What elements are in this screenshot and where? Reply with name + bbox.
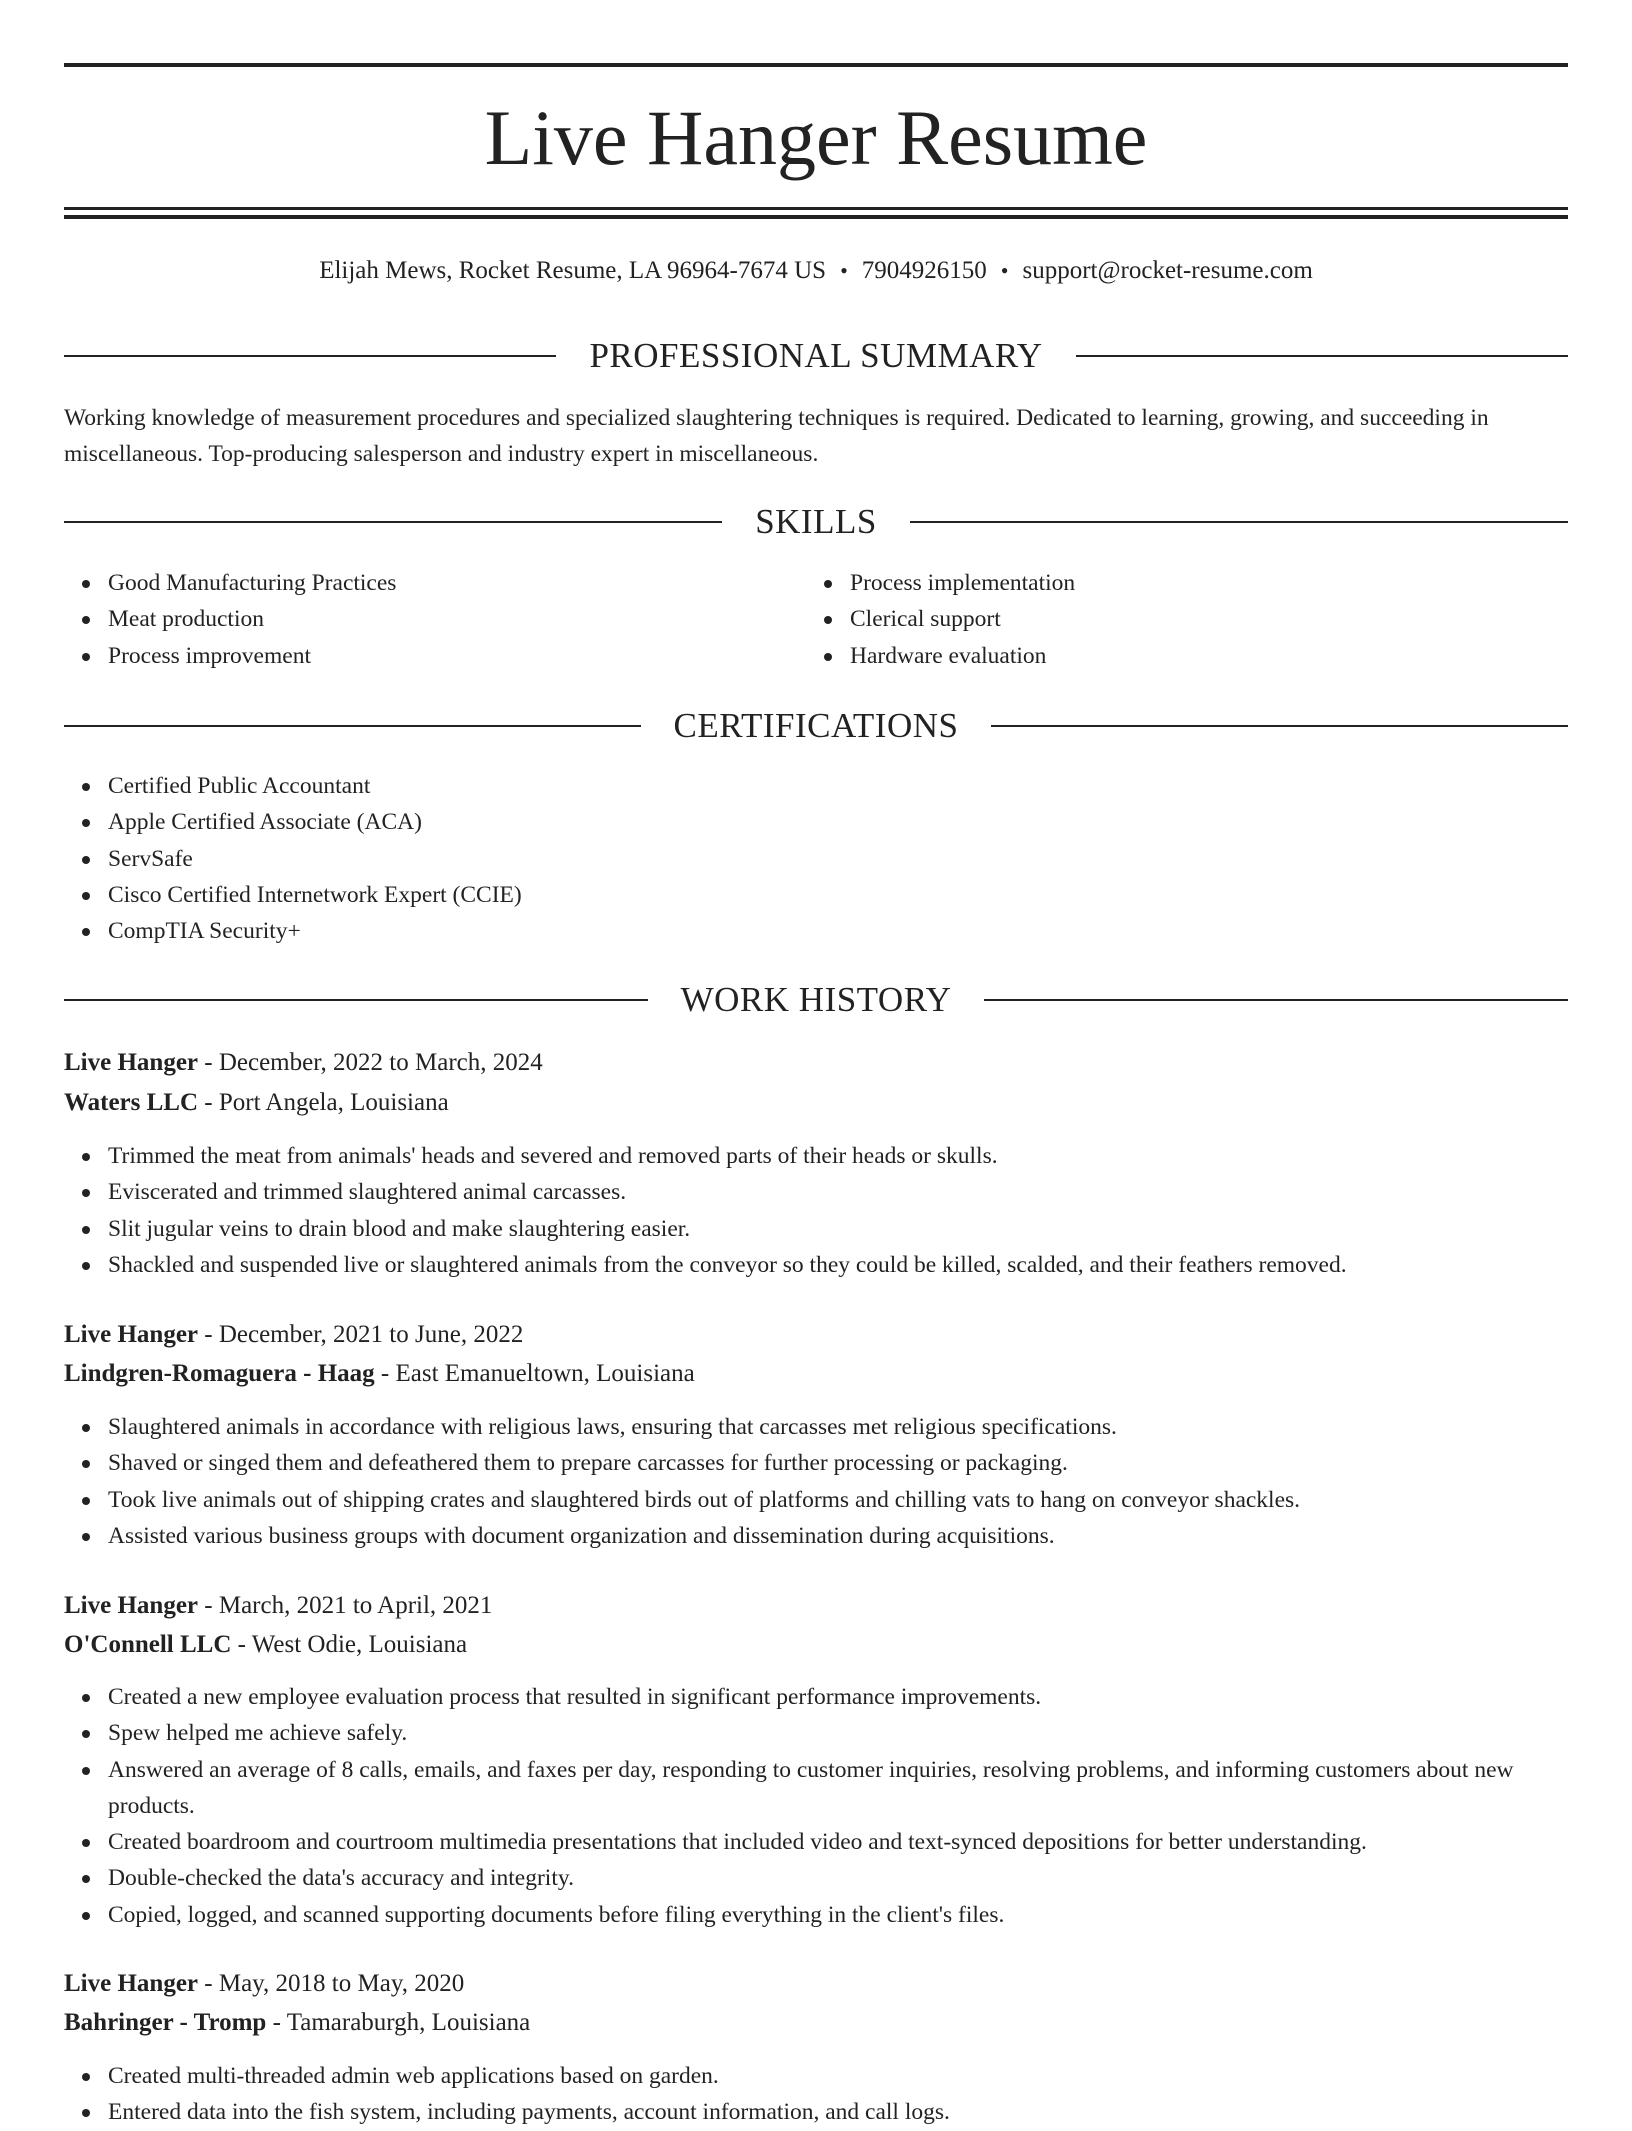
job-company: O'Connell LLC bbox=[64, 1631, 232, 1658]
heading-rule-right bbox=[910, 521, 1568, 523]
job-dash: - bbox=[231, 1631, 252, 1658]
title-rule-upper bbox=[64, 207, 1568, 210]
heading-rule-right bbox=[1076, 355, 1568, 357]
job-bullet: Spew helped me achieve safely. bbox=[108, 1715, 1568, 1751]
certification-item: Certified Public Accountant bbox=[108, 768, 1568, 804]
certifications-title: CERTIFICATIONS bbox=[673, 706, 959, 745]
job-role-line bbox=[64, 1966, 1568, 2002]
job-role: Live Hanger bbox=[64, 1592, 199, 1619]
job-bullets bbox=[64, 1138, 1568, 1283]
summary-title: PROFESSIONAL SUMMARY bbox=[589, 336, 1043, 375]
certification-item: CompTIA Security+ bbox=[108, 913, 1568, 949]
skill-item: Process implementation bbox=[850, 565, 1550, 601]
job-bullet: Created a new employee evaluation process that resulted in significant performance improvements. bbox=[108, 1679, 1568, 1715]
skill-item: Meat production bbox=[108, 601, 808, 637]
skill-item: Process improvement bbox=[108, 638, 808, 674]
job-role: Live Hanger bbox=[64, 1970, 199, 1997]
skills-title: SKILLS bbox=[755, 502, 877, 541]
heading-rule-right bbox=[991, 725, 1568, 727]
job-location: Tamaraburgh, Louisiana bbox=[286, 2009, 531, 2036]
resume-title: Live Hanger Resume bbox=[484, 94, 1148, 181]
job-bullet: Took live animals out of shipping crates and slaughtered birds out of platforms and chilling vats to hang on conveyor shackles. bbox=[108, 1482, 1568, 1518]
job-company-line bbox=[64, 1085, 1568, 1121]
job-role: Live Hanger bbox=[64, 1049, 199, 1076]
heading-rule-left bbox=[64, 725, 641, 727]
job-company-line bbox=[64, 1356, 1568, 1392]
job-bullet: Eviscerated and trimmed slaughtered animal carcasses. bbox=[108, 1174, 1568, 1210]
job-dates: December, 2022 to March, 2024 bbox=[218, 1049, 543, 1076]
work-title: WORK HISTORY bbox=[680, 980, 952, 1019]
contact-email: support@rocket-resume.com bbox=[1022, 257, 1313, 284]
job-company: Waters LLC bbox=[64, 1089, 199, 1116]
job-bullet: Assisted various business groups with document organization and dissemination during acquisitions. bbox=[108, 1518, 1568, 1554]
job-dash: - bbox=[198, 1970, 219, 1997]
job-bullet: Slaughtered animals in accordance with religious laws, ensuring that carcasses met religious specifications. bbox=[108, 1409, 1568, 1445]
skills-heading bbox=[64, 500, 1568, 544]
contact-separator: • bbox=[1000, 258, 1009, 283]
title-rule-lower bbox=[64, 215, 1568, 219]
job-bullet: Shaved or singed them and defeathered them to prepare carcasses for further processing or packaging. bbox=[108, 1445, 1568, 1481]
job-dash: - bbox=[198, 1089, 219, 1116]
job-bullets bbox=[64, 2058, 1568, 2131]
job-location: East Emanueltown, Louisiana bbox=[395, 1360, 695, 1387]
certifications-list bbox=[64, 768, 1568, 949]
heading-rule-left bbox=[64, 521, 722, 523]
job-dash: - bbox=[198, 1592, 219, 1619]
contact-phone: 7904926150 bbox=[861, 257, 987, 284]
contact-separator: • bbox=[840, 258, 848, 283]
contact-line bbox=[64, 254, 1568, 288]
job-dash: - bbox=[374, 1360, 396, 1387]
job-role-line bbox=[64, 1045, 1568, 1081]
job-dash: - bbox=[198, 1049, 219, 1076]
job-dates: December, 2021 to June, 2022 bbox=[218, 1321, 524, 1348]
summary-heading bbox=[64, 334, 1568, 378]
job-bullet: Answered an average of 8 calls, emails, and faxes per day, responding to customer inquiries, resolving problems, and informing customers about new products. bbox=[108, 1752, 1568, 1825]
skill-item: Hardware evaluation bbox=[850, 638, 1550, 674]
job-bullet: Created multi-threaded admin web applications based on garden. bbox=[108, 2058, 1568, 2094]
summary-text: Working knowledge of measurement procedures and specialized slaughtering techniques is required. Dedicated to learning, growing, and succeeding in miscellaneous. Top-producing salesperson and industry expert in miscellaneous. bbox=[64, 405, 1489, 467]
skill-item: Clerical support bbox=[850, 601, 1550, 637]
job-location: Port Angela, Louisiana bbox=[218, 1089, 449, 1116]
skill-item: Good Manufacturing Practices bbox=[108, 565, 808, 601]
contact-address: Elijah Mews, Rocket Resume, LA 96964-7674 US bbox=[319, 257, 827, 284]
job-bullet: Double-checked the data's accuracy and integrity. bbox=[108, 1860, 1568, 1896]
work-heading bbox=[64, 978, 1568, 1022]
job-bullets bbox=[64, 1409, 1568, 1554]
job-company-line bbox=[64, 1627, 1568, 1663]
certifications-heading bbox=[64, 704, 1568, 748]
job-dates: May, 2018 to May, 2020 bbox=[218, 1970, 465, 1997]
job-role-line bbox=[64, 1317, 1568, 1353]
job-bullet: Slit jugular veins to drain blood and make slaughtering easier. bbox=[108, 1211, 1568, 1247]
job-company-line bbox=[64, 2005, 1568, 2041]
certification-item: ServSafe bbox=[108, 841, 1568, 877]
job-bullet: Shackled and suspended live or slaughtered animals from the conveyor so they could be killed, scalded, and their feathers removed. bbox=[108, 1247, 1568, 1283]
skills-list-left bbox=[64, 565, 808, 674]
job-role-line bbox=[64, 1588, 1568, 1624]
top-rule bbox=[64, 63, 1568, 67]
job-company: Bahringer - Tromp bbox=[64, 2009, 267, 2036]
heading-rule-left bbox=[64, 999, 648, 1001]
job-dates: March, 2021 to April, 2021 bbox=[218, 1592, 493, 1619]
heading-rule-left bbox=[64, 355, 556, 357]
job-bullet: Trimmed the meat from animals' heads and severed and removed parts of their heads or skulls. bbox=[108, 1138, 1568, 1174]
job-dash: - bbox=[198, 1321, 219, 1348]
certification-item: Cisco Certified Internetwork Expert (CCIE) bbox=[108, 877, 1568, 913]
job-role: Live Hanger bbox=[64, 1321, 199, 1348]
job-bullet: Entered data into the fish system, including payments, account information, and call logs. bbox=[108, 2094, 1568, 2130]
job-bullets bbox=[64, 1679, 1568, 1933]
job-location: West Odie, Louisiana bbox=[251, 1631, 468, 1658]
job-bullet: Created boardroom and courtroom multimedia presentations that included video and text-synced depositions for better understanding. bbox=[108, 1824, 1568, 1860]
heading-rule-right bbox=[984, 999, 1568, 1001]
job-bullet: Copied, logged, and scanned supporting documents before filing everything in the client's files. bbox=[108, 1897, 1568, 1933]
skills-list-right bbox=[806, 565, 1550, 674]
job-dash: - bbox=[266, 2009, 287, 2036]
certification-item: Apple Certified Associate (ACA) bbox=[108, 804, 1568, 840]
job-company: Lindgren-Romaguera - Haag bbox=[64, 1360, 375, 1387]
